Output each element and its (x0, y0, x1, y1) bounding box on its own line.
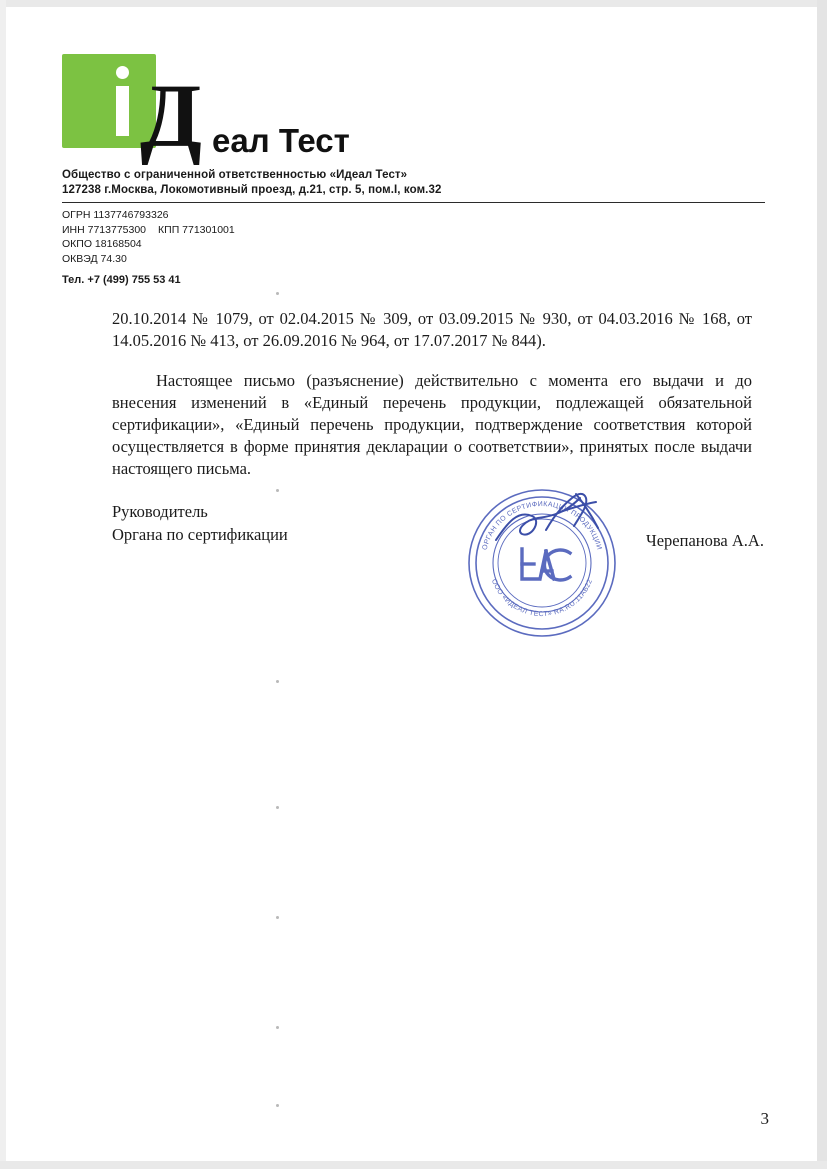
page-number: 3 (760, 1109, 769, 1128)
signer-name: Черепанова А.А. (646, 531, 764, 550)
signer-title-line-2: Органа по сертификации (112, 525, 288, 544)
scan-speck (276, 489, 279, 492)
scan-speck (276, 916, 279, 919)
scan-speck (276, 806, 279, 809)
signer-title-line-1: Руководитель (112, 502, 208, 521)
signer-title (112, 500, 288, 546)
company-name: Общество с ограниченной ответственностью «Идеал Тест» (62, 169, 408, 181)
kpp-value: КПП 771301001 (158, 223, 235, 236)
scan-edge-left (0, 0, 6, 1169)
company-identity (62, 168, 762, 198)
logo-i-stem (116, 86, 129, 136)
stamp-ring-text-bottom: ООО «ИДЕАЛ ТЕСТ» RA.RU.11АБ22 (489, 578, 595, 619)
okpo-line: ОКПО 18168504 (62, 238, 142, 250)
scan-edge-top (0, 0, 827, 7)
company-address: 127238 г.Москва, Локомотивный проезд, д.21, стр. 5, пом.I, ком.32 (62, 184, 442, 196)
ogrn-line: ОГРН 1137746793326 (62, 209, 169, 221)
scan-speck (276, 1026, 279, 1029)
company-phone: Тел. +7 (499) 755 53 41 (62, 274, 181, 286)
company-registration-details (62, 208, 762, 266)
company-logo (62, 50, 362, 166)
logo-letter-d: Д (140, 67, 202, 166)
okved-line: ОКВЭД 74.30 (62, 252, 127, 265)
inn-value: ИНН 7713775300 (62, 223, 147, 236)
letterhead-divider (62, 202, 765, 203)
body-paragraph-1: 20.10.2014 № 1079, от 02.04.2015 № 309, от 03.09.2015 № 930, от 04.03.2016 № 168, от 14.05.2016 № 413, от 26.09.2016 № 964, от 17.07.2017 № 844). (112, 309, 752, 350)
logo-wordmark: еал Тест (212, 122, 350, 159)
stamp-ring-text-top: ОРГАН ПО СЕРТИФИКАЦИИ ПРОДУКЦИИ (481, 500, 603, 551)
inn-kpp-line (62, 223, 762, 238)
handwritten-signature (488, 482, 628, 572)
document-body (112, 308, 752, 498)
letterhead (62, 50, 762, 286)
scan-edge-right (817, 0, 827, 1169)
logo-i-dot (116, 66, 129, 79)
body-paragraph-2: Настоящее письмо (разъяснение) действительно с момента его выдачи и до внесения изменений в «Единый перечень продукции, подлежащей обязательной сертификации», «Единый перечень продукции, подтверждение соответствия которой осуществляется в форме принятия декларации о соответствии», принятых после выдачи настоящего письма. (112, 371, 752, 478)
scan-edge-bottom (0, 1161, 827, 1169)
scan-speck (276, 1104, 279, 1107)
scan-speck (276, 680, 279, 683)
signature-block (112, 500, 764, 550)
scan-speck (276, 292, 279, 295)
